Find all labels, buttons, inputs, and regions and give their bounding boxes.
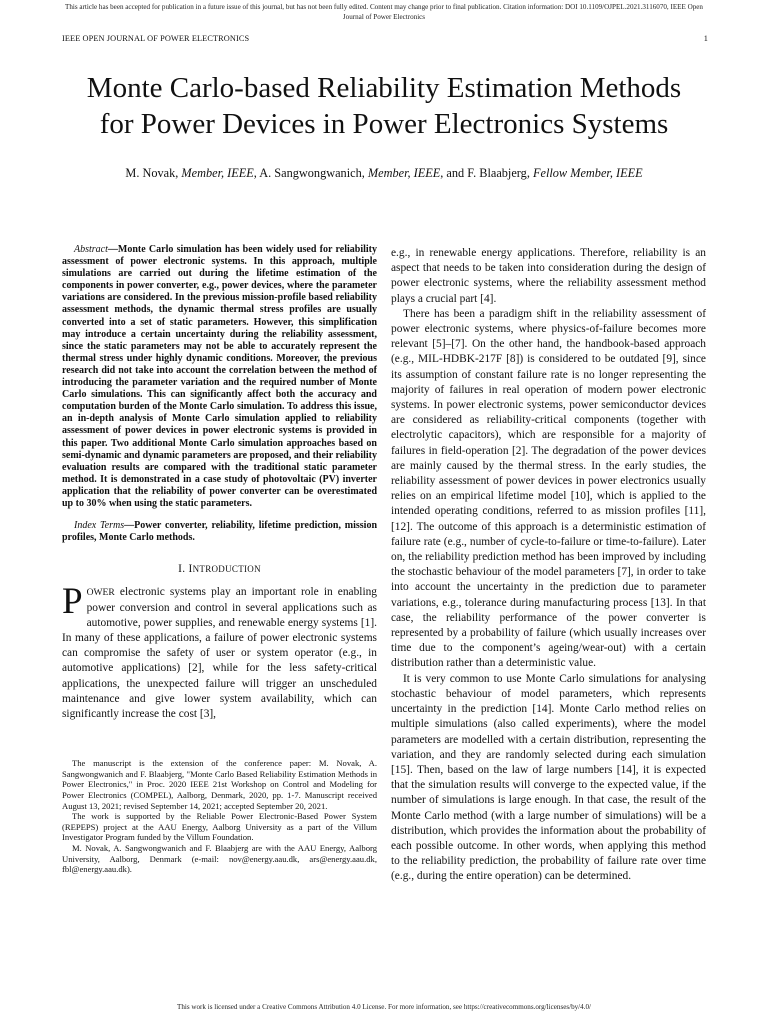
publication-notice	[0, 3, 768, 22]
abstract-lead: Abstract	[74, 244, 108, 255]
publication-notice-line2: Journal of Power Electronics	[342, 12, 426, 21]
license-footer: This work is licensed under a Creative Commons Attribution 4.0 License. For more information, see https://creativecommons.org/licenses/by/4.0/	[177, 1003, 591, 1011]
index-terms-lead: Index Terms	[74, 520, 125, 532]
running-header	[62, 34, 708, 43]
author-list	[30, 166, 738, 181]
section-title-initial: I	[188, 563, 193, 576]
page-number: 1	[703, 34, 708, 43]
drop-cap: P	[62, 581, 83, 623]
paper-title	[30, 70, 738, 142]
author-2-membership: Member, IEEE	[367, 166, 441, 180]
paper-title-line1: Monte Carlo-based Reliability Estimation Methods	[86, 72, 682, 104]
author-1: M. Novak,	[125, 166, 182, 180]
abstract-text: —Monte Carlo simulation has been widely used for reliability assessment of power electronic systems. In this approach, multiple simulations are carried out during the lifetime estimation of the components in power converter, e.g., power devices, where the parameter variations are considered. In the previous mission-profile based reliability assessment methods, the dynamic thermal stress profiles are usually converted into a set of static parameters. However, this simplification may introduce a certain uncertainty during the reliability assessment, since the static parameters may not be able to accurately represent the thermal stress under highly dynamic conditions. Moreover, the previous research did not take into account the correlation between the method of introducing the parameter variation and the required number of Monte Carlo simulations. This can significantly affect both the accuracy and computation burden of the Monte Carlo simulation. To address this issue, an in-depth analysis of Monte Carlo simulation applied to reliability assessment of power devices in power electronic systems is provided in this paper. Two additional Monte Carlo simulation approaches based on semi-dynamic and dynamic parameters are proposed, and their reliability evaluation results are compared with the traditional static parameter method. It is demonstrated in a case study of photovoltaic (PV) inverter application that the reliability of power converter can be overestimated up to 30% when using the static parameters.	[62, 244, 377, 509]
section-number: I.	[178, 563, 189, 576]
paper-title-line2: for Power Devices in Power Electronics Systems	[99, 108, 669, 140]
index-terms	[62, 520, 377, 544]
index-terms-text: —Power converter, reliability, lifetime prediction, mission profiles, Monte Carlo methods.	[62, 520, 377, 544]
footnote-funding: The work is supported by the Reliable Power Electronic-Based Power System (REPEPS) project at the AAU Energy, Aalborg University as a part of the Villum Investigator Program funded by the Villum Foundation.	[62, 811, 377, 843]
journal-name: IEEE OPEN JOURNAL OF POWER ELECTRONICS	[62, 34, 250, 43]
intro-paragraph	[62, 581, 377, 722]
section-title-rest: NTRODUCTION	[192, 564, 261, 575]
footnote-conference: The manuscript is the extension of the conference paper: M. Novak, A. Sangwongwanich and F. Blaabjerg, "Monte Carlo Based Reliability Estimation Methods in Power Electronics," in Proc. 2020 IEEE 21st Workshop on Control and Modeling for Power Electronics (COMPEL), Aalborg, Denmark, 2020, pp. 1-7. Manuscript received August 13, 2021; revised September 14, 2021; accepted September 20, 2021.	[62, 758, 377, 811]
author-3: , and F. Blaabjerg,	[440, 166, 533, 180]
author-3-membership: Fellow Member, IEEE	[532, 166, 643, 180]
section-heading-introduction	[62, 562, 377, 577]
right-column	[391, 246, 706, 885]
publication-notice-line1: This article has been accepted for publication in a future issue of this journal, but has not been fully edited. Content may change prior to final publication. Citation information: DOI 10.1109/OJPEL.2021.3116070, IEEE Open	[65, 3, 703, 11]
footnote-affiliation: M. Novak, A. Sangwongwanich and F. Blaabjerg are with the AAU Energy, Aalborg University, Aalborg, Denmark (e-mail: nov@energy.aau.dk, ars@energy.aau.dk, fbl@energy.aau.dk).	[62, 843, 377, 875]
author-1-membership: Member, IEEE	[181, 166, 254, 180]
right-paragraph-3: It is very common to use Monte Carlo simulations for analysing stochastic behaviour of model parameters, which represents uncertainty in the prediction [14]. Monte Carlo method relies on multiple simulations (also called experiments), where the model parameters are modelled with a certain distribution, representing the variation, and they are randomly selected during each simulation [15]. Then, based on the law of large numbers [14], it is expected that the simulation results will converge to the expected value, if the number of simulations is large enough. In that case, the result of the Monte Carlo method (with a large number of simulations) will be a distribution, which provides the information about the probability of each possible outcome. In other words, when applying this method to the reliability prediction, the probability of failure rate over time (e.g., during the entire operation) can be determined.	[391, 672, 706, 883]
abstract	[62, 244, 377, 510]
author-2: , A. Sangwongwanich,	[253, 166, 368, 180]
right-paragraph-1: e.g., in renewable energy applications. Therefore, reliability is an aspect that needs to be taken into consideration during the design of power electronic systems, where the reliability assessment method plays a crucial part [4].	[391, 247, 706, 305]
right-paragraph-2: There has been a paradigm shift in the reliability assessment of power electronic systems, where physics-of-failure becomes more relevant [5]–[7]. On the other hand, the handbook-based approach (e.g., MIL-HDBK-217F [8]) is considered to be outdated [9], since its assumption of constant failure rate is no longer representing the majority of failures in real operation of modern power electronic systems. In power electronic systems, power semiconductor devices are considered as reliability-critical components (together with electrolytic capacitors), which are responsible for a majority of failures in field-operation [2]. The degradation of the power devices are mainly caused by the thermal stress. In the early studies, the reliability assessment of power devices in power electronics usually relies on an empirical lifetime model [10], which is applied to the intended operating conditions, referred to as mission profiles [11], [12]. The outcome of this approach is a deterministic estimation of failure rate (e.g., number of cycle-to-failure or time-to-failure). Later on, the reliability prediction method has been improved by including the stochastic behaviour of the model parameters [7], in order to take into account the uncertainty in the prediction due to parameter variations, e.g., tolerance during manufacturing process [13]. In that case, the reliability performance of the power converter is represented by a probability of failure (which usually increases over time due to the component’s ageing/wear-out) with a certain distribution rather than a deterministic value.	[391, 307, 706, 670]
left-column	[62, 244, 377, 875]
intro-smallcaps: OWER	[86, 587, 115, 599]
intro-text: electronic systems play an important role in enabling power conversion and control in several applications such as automotive, power supplies, and renewable energy systems [1]. In many of these applications, a failure of power electronic systems can compromise the safety of user or system operator (e.g., in automotive applications) [2], while for the less safety-critical applications, the unexpected failure will trigger an unscheduled maintenance and give lower system availability, which can significantly increase the cost [3],	[62, 586, 377, 721]
